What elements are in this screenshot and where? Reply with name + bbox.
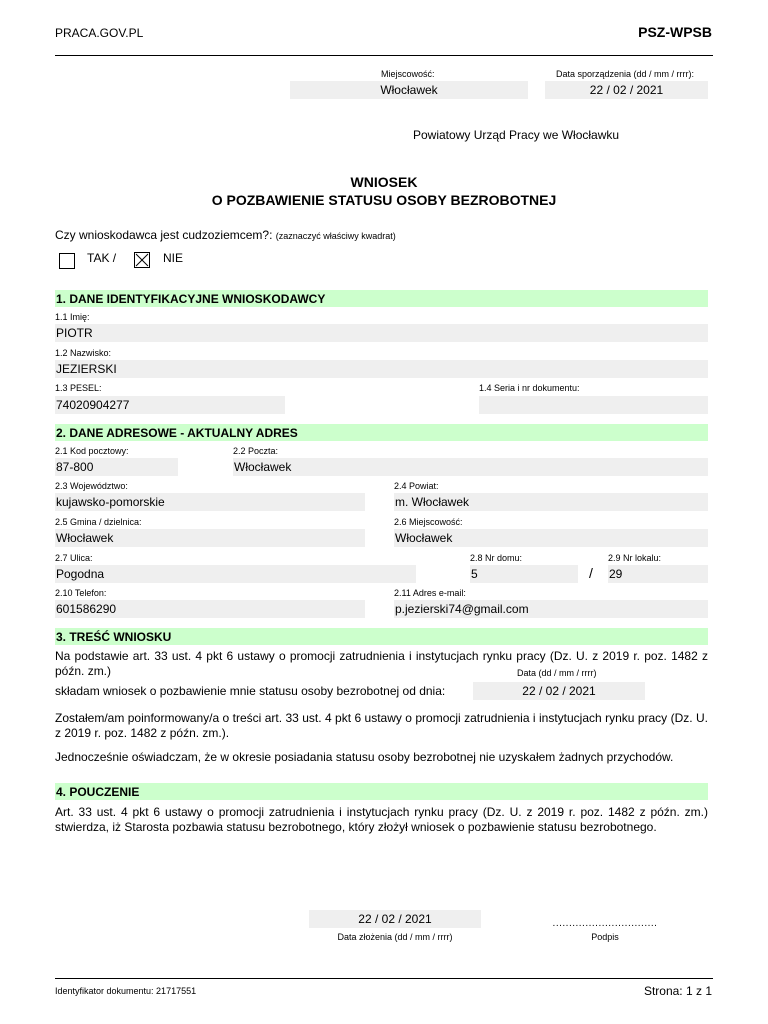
postal-field: [55, 458, 178, 476]
section4-title: 4. POUCZENIE: [56, 785, 140, 799]
section3-request-text: składam wniosek o pozbawienie mnie statusu osoby bezrobotnej od dnia:: [55, 684, 446, 698]
submission-date-label: Data złożenia (dd / mm / rrrr): [337, 932, 453, 942]
last-name-value: JEZIERSKI: [56, 362, 117, 376]
flat-value: 29: [609, 567, 623, 581]
section3-date-field: [473, 682, 645, 700]
voivodeship-value: kujawsko-pomorskie: [56, 495, 165, 509]
phone-field: [55, 600, 365, 618]
checkbox-yes[interactable]: [59, 253, 75, 269]
house-label: 2.8 Nr domu:: [470, 553, 523, 563]
place-value: Włocławek: [380, 83, 438, 97]
section3-date-value: 22 / 02 / 2021: [522, 684, 596, 698]
commune-label: 2.5 Gmina / dzielnica:: [55, 517, 142, 527]
phone-label: 2.10 Telefon:: [55, 588, 107, 598]
flat-field: [608, 565, 708, 583]
flat-label: 2.9 Nr lokalu:: [608, 553, 662, 563]
form-code: PSZ-WPSB: [638, 24, 712, 40]
site-name: PRACA.GOV.PL: [55, 26, 144, 40]
section3-paragraph2: Zostałem/am poinformowany/a o treści art. 33 ust. 4 pkt 6 ustawy o promocji zatrudnienia i instytucjach rynku pracy (Dz. U. z 2019 r. poz. 1482 z późn. zm.).: [55, 711, 708, 740]
last-name-label: 1.2 Nazwisko:: [55, 348, 112, 358]
submission-date-field: [309, 910, 481, 928]
email-value: p.jezierski74@gmail.com: [395, 602, 529, 616]
county-field: [394, 493, 708, 511]
pesel-label: 1.3 PESEL:: [55, 383, 102, 393]
header-divider: [55, 55, 713, 56]
postal-label: 2.1 Kod pocztowy:: [55, 446, 129, 456]
date-made-value: 22 / 02 / 2021: [589, 83, 664, 97]
section4-header: [55, 783, 708, 800]
street-field: [55, 565, 416, 583]
commune-value: Włocławek: [56, 531, 114, 545]
house-field: [470, 565, 578, 583]
section4-text: Art. 33 ust. 4 pkt 6 ustawy o promocji zatrudnienia i instytucjach rynku pracy (Dz. U. z 2019 r. poz. 1482 z późn. zm.) stwierdza, iż Starosta pozbawia statusu bezrobotnego, który złożył wniosek o pozbawienie statusu bezrobotnego.: [55, 805, 708, 834]
checkbox-yes-label: TAK /: [87, 251, 117, 265]
first-name-value: PIOTR: [56, 326, 93, 340]
house-flat-separator: /: [589, 565, 593, 581]
email-label: 2.11 Adres e-mail:: [394, 588, 466, 598]
house-value: 5: [471, 567, 478, 581]
county-value: m. Włocławek: [395, 495, 470, 509]
section3-paragraph3: Jednocześnie oświadczam, że w okresie posiadania statusu osoby bezrobotnej nie uzyskałem żadnych przychodów.: [55, 750, 674, 764]
submission-date-value: 22 / 02 / 2021: [358, 912, 432, 926]
locality-value: Włocławek: [395, 531, 453, 545]
section3-header: [55, 628, 708, 645]
commune-field: [55, 529, 365, 547]
locality-label: 2.6 Miejscowość:: [394, 517, 463, 527]
voivodeship-field: [55, 493, 365, 511]
date-made-label: Data sporządzenia (dd / mm / rrrr):: [556, 69, 695, 79]
voivodeship-label: 2.3 Województwo:: [55, 481, 128, 491]
date-made-field: [545, 81, 708, 99]
foreigner-question: [55, 228, 396, 242]
section3-date-label: Data (dd / mm / rrrr): [517, 668, 597, 678]
pesel-field: [55, 396, 285, 414]
street-label: 2.7 Ulica:: [55, 553, 93, 563]
post-value: Włocławek: [234, 460, 292, 474]
post-field: [233, 458, 708, 476]
first-name-label: 1.1 Imię:: [55, 312, 90, 322]
title-line1: WNIOSEK: [350, 174, 418, 190]
post-label: 2.2 Poczta:: [233, 446, 279, 456]
phone-value: 601586290: [56, 602, 117, 616]
locality-field: [394, 529, 708, 547]
signature-line: ................................: [552, 918, 658, 929]
x-mark-icon: [135, 253, 149, 267]
document-id: Identyfikator dokumentu: 21717551: [55, 986, 197, 996]
county-label: 2.4 Powiat:: [394, 481, 439, 491]
checkbox-no-label: NIE: [163, 251, 184, 265]
street-value: Pogodna: [56, 567, 105, 581]
foreigner-question-text: Czy wnioskodawca jest cudzoziemcem?:: [55, 228, 273, 242]
place-label: Miejscowość:: [381, 69, 435, 79]
last-name-field: [55, 360, 708, 378]
section1-header: [55, 290, 708, 307]
first-name-field: [55, 324, 708, 342]
section1-title: 1. DANE IDENTYFIKACYJNE WNIOSKODAWCY: [56, 292, 326, 306]
footer-divider: [55, 978, 713, 979]
email-field: [394, 600, 708, 618]
place-field: [290, 81, 528, 99]
section3-paragraph1: Na podstawie art. 33 ust. 4 pkt 6 ustawy o promocji zatrudnienia i instytucjach rynku pracy (Dz. U. z 2019 r. poz. 1482 z późn. zm.): [55, 649, 708, 678]
section2-header: [55, 424, 708, 441]
title-line2: O POZBAWIENIE STATUSU OSOBY BEZROBOTNEJ: [211, 192, 557, 208]
postal-value: 87-800: [56, 460, 94, 474]
section3-title: 3. TREŚĆ WNIOSKU: [56, 630, 172, 644]
office-name: Powiatowy Urząd Pracy we Włocławku: [413, 128, 620, 142]
document-label: 1.4 Seria i nr dokumentu:: [479, 383, 580, 393]
page-number: Strona: 1 z 1: [643, 984, 712, 998]
pesel-value: 74020904277: [56, 398, 130, 412]
checkbox-no[interactable]: [134, 252, 150, 268]
foreigner-hint: (zaznaczyć właściwy kwadrat): [275, 231, 396, 241]
section2-title: 2. DANE ADRESOWE - AKTUALNY ADRES: [56, 426, 298, 440]
document-field: [479, 396, 708, 414]
signature-label: Podpis: [591, 932, 619, 942]
